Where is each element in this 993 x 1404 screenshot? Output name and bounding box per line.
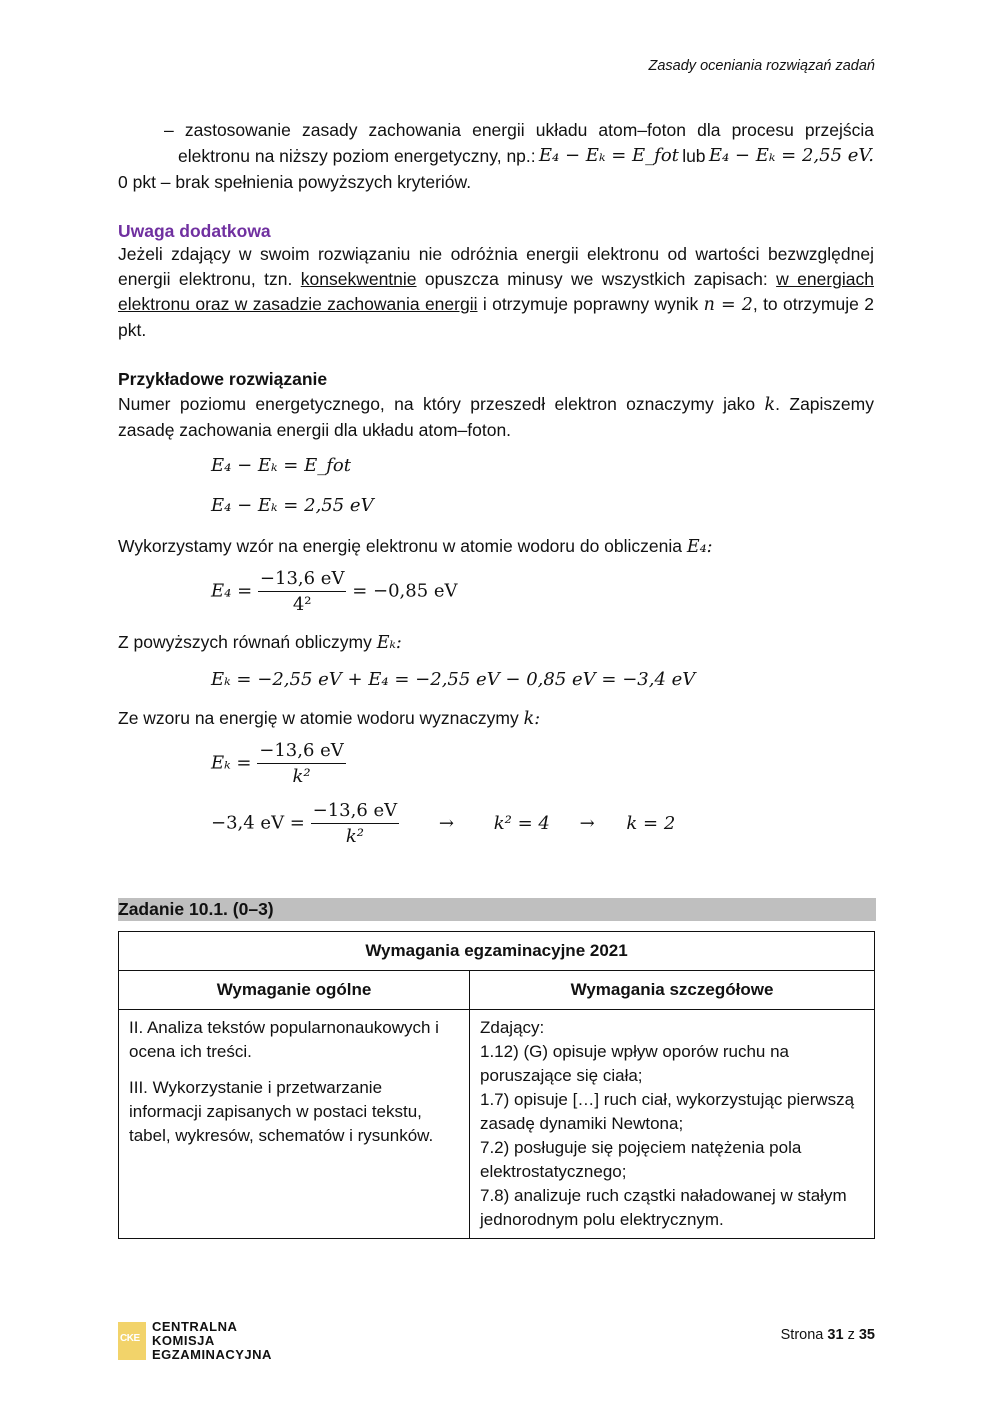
criteria-line1: – zastosowanie zasady zachowania energii układu atom–foton dla procesu przejścia xyxy=(164,120,874,140)
solution-intro-var: k xyxy=(764,395,776,415)
column-header-general: Wymaganie ogólne xyxy=(119,971,470,1010)
detailed-requirement-item: 1.7) opisuje […] ruch ciał, wykorzystując pierwszą zasadę dynamiki Newtona; xyxy=(480,1090,855,1133)
page-header: Zasady oceniania rozwiązań zadań xyxy=(648,58,875,74)
equation-6-middle: k² = 4 xyxy=(493,812,550,834)
note-text-part3: i otrzymuje poprawny wynik xyxy=(482,294,699,314)
detailed-requirement-intro: Zdający: xyxy=(480,1018,545,1037)
equation-6-denominator: k² xyxy=(345,826,364,847)
equation-3-fraction xyxy=(258,568,347,615)
note-text-part4: , to otrzymuje 2 pkt. xyxy=(118,294,874,340)
general-requirements-cell xyxy=(119,1010,470,1239)
task-title-bar: Zadanie 10.1. (0–3) xyxy=(118,898,876,921)
equation-1: E₄ − Eₖ = E_fot xyxy=(211,455,351,476)
equation-3-denominator: 4² xyxy=(292,594,312,615)
equation-3 xyxy=(211,568,458,615)
detailed-requirement-item: 1.12) (G) opisuje wpływ oporów ruchu na poruszające się ciała; xyxy=(480,1042,789,1085)
equation-4: Eₖ = −2,55 eV + E₄ = −2,55 eV − 0,85 eV = −3,4 eV xyxy=(211,669,696,690)
criteria-bullet xyxy=(164,117,874,169)
logo-line1: CENTRALNA xyxy=(152,1319,238,1334)
equation-2: E₄ − Eₖ = 2,55 eV xyxy=(211,495,374,516)
solution-line3 xyxy=(118,534,874,560)
column-header-detailed: Wymagania szczegółowe xyxy=(470,971,875,1010)
arrow-icon: → xyxy=(579,812,595,834)
note-text-part2: opuszcza minusy we wszystkich zapisach: xyxy=(424,269,768,289)
equation-6 xyxy=(211,800,675,847)
page-prefix: Strona xyxy=(780,1327,824,1343)
requirements-table xyxy=(118,931,875,1239)
general-requirement-item: III. Wykorzystanie i przetwarzanie informacji zapisanych w postaci tekstu, tabel, wykresów, schematów i rysunków. xyxy=(129,1078,434,1145)
equation-6-lhs: −3,4 eV = xyxy=(211,812,305,834)
cke-logo-mark xyxy=(118,1322,146,1360)
solution-line5-var: k: xyxy=(523,709,541,729)
note-heading: Uwaga dodatkowa xyxy=(118,221,271,241)
note-result: n = 2 xyxy=(703,295,753,315)
solution-intro-part2: . Zapiszemy zasadę zachowania energii dla układu atom–foton. xyxy=(118,394,874,440)
page-separator: z xyxy=(847,1327,855,1343)
equation-3-numerator: −13,6 eV xyxy=(258,568,347,592)
detailed-requirement-item: 7.8) analizuje ruch cząstki naładowanej w stałym jednorodnym polu elektrycznym. xyxy=(480,1186,847,1229)
solution-line3-var: E₄: xyxy=(686,537,713,557)
logo-line3: EGZAMINACYJNA xyxy=(152,1347,272,1362)
solution-intro-part1: Numer poziomu energetycznego, na który przeszedł elektron oznaczymy jako xyxy=(118,394,756,414)
page-current: 31 xyxy=(827,1327,844,1343)
cke-logo-mark-text: CKE xyxy=(120,1333,140,1344)
arrow-icon: → xyxy=(438,812,454,834)
cke-logo-text xyxy=(152,1320,272,1362)
solution-line4-text: Z powyższych równań obliczymy xyxy=(118,632,372,652)
solution-line4 xyxy=(118,630,874,656)
logo-line2: KOMISJA xyxy=(152,1333,215,1348)
general-requirement-item: II. Analiza tekstów popularnonaukowych i ocena ich treści. xyxy=(129,1018,439,1061)
note-underline1: konsekwentnie xyxy=(300,269,417,289)
equation-3-rhs: = −0,85 eV xyxy=(352,580,458,602)
equation-6-fraction xyxy=(311,800,400,847)
note-text-part1: Jeżeli zdający w swoim rozwiązaniu nie odróżnia energii elektronu od wartości bezwzględnej energii elektronu, tzn. xyxy=(118,244,874,289)
criteria-eq1: E₄ − Eₖ = E_fot xyxy=(538,145,679,166)
criteria-eq2: E₄ − Eₖ = 2,55 eV. xyxy=(708,145,874,166)
requirements-table-title: Wymagania egzaminacyjne 2021 xyxy=(119,932,875,971)
equation-5-fraction xyxy=(257,740,346,787)
note-underline2: w energiach elektronu oraz w zasadzie zachowania energii xyxy=(118,269,874,314)
solution-line5-text: Ze wzoru na energię w atomie wodoru wyznaczymy xyxy=(118,708,519,728)
equation-5-lhs: Eₖ = xyxy=(211,752,252,774)
solution-line4-var: Eₖ: xyxy=(376,633,402,653)
note-text xyxy=(118,242,874,343)
equation-5 xyxy=(211,740,346,787)
criteria-line2 xyxy=(164,143,874,169)
criteria-or: lub xyxy=(682,146,706,166)
page-total: 35 xyxy=(858,1327,875,1343)
equation-5-denominator: k² xyxy=(292,766,311,787)
criteria-line2-text: elektronu na niższy poziom energetyczny, np.: xyxy=(178,146,536,166)
detailed-requirements-cell xyxy=(470,1010,875,1239)
equation-6-result: k = 2 xyxy=(626,812,676,834)
solution-intro xyxy=(118,392,874,443)
equation-3-lhs: E₄ = xyxy=(211,580,253,602)
solution-heading: Przykładowe rozwiązanie xyxy=(118,369,328,389)
solution-line3-text: Wykorzystamy wzór na energię elektronu w atomie wodoru do obliczenia xyxy=(118,536,682,556)
zero-points-line: 0 pkt – brak spełnienia powyższych kryteriów. xyxy=(118,172,472,192)
equation-5-numerator: −13,6 eV xyxy=(257,740,346,764)
solution-line5 xyxy=(118,706,874,732)
detailed-requirement-item: 7.2) posługuje się pojęciem natężenia pola elektrostatycznego; xyxy=(480,1138,802,1181)
equation-6-numerator: −13,6 eV xyxy=(311,800,400,824)
page-number xyxy=(781,1327,875,1343)
